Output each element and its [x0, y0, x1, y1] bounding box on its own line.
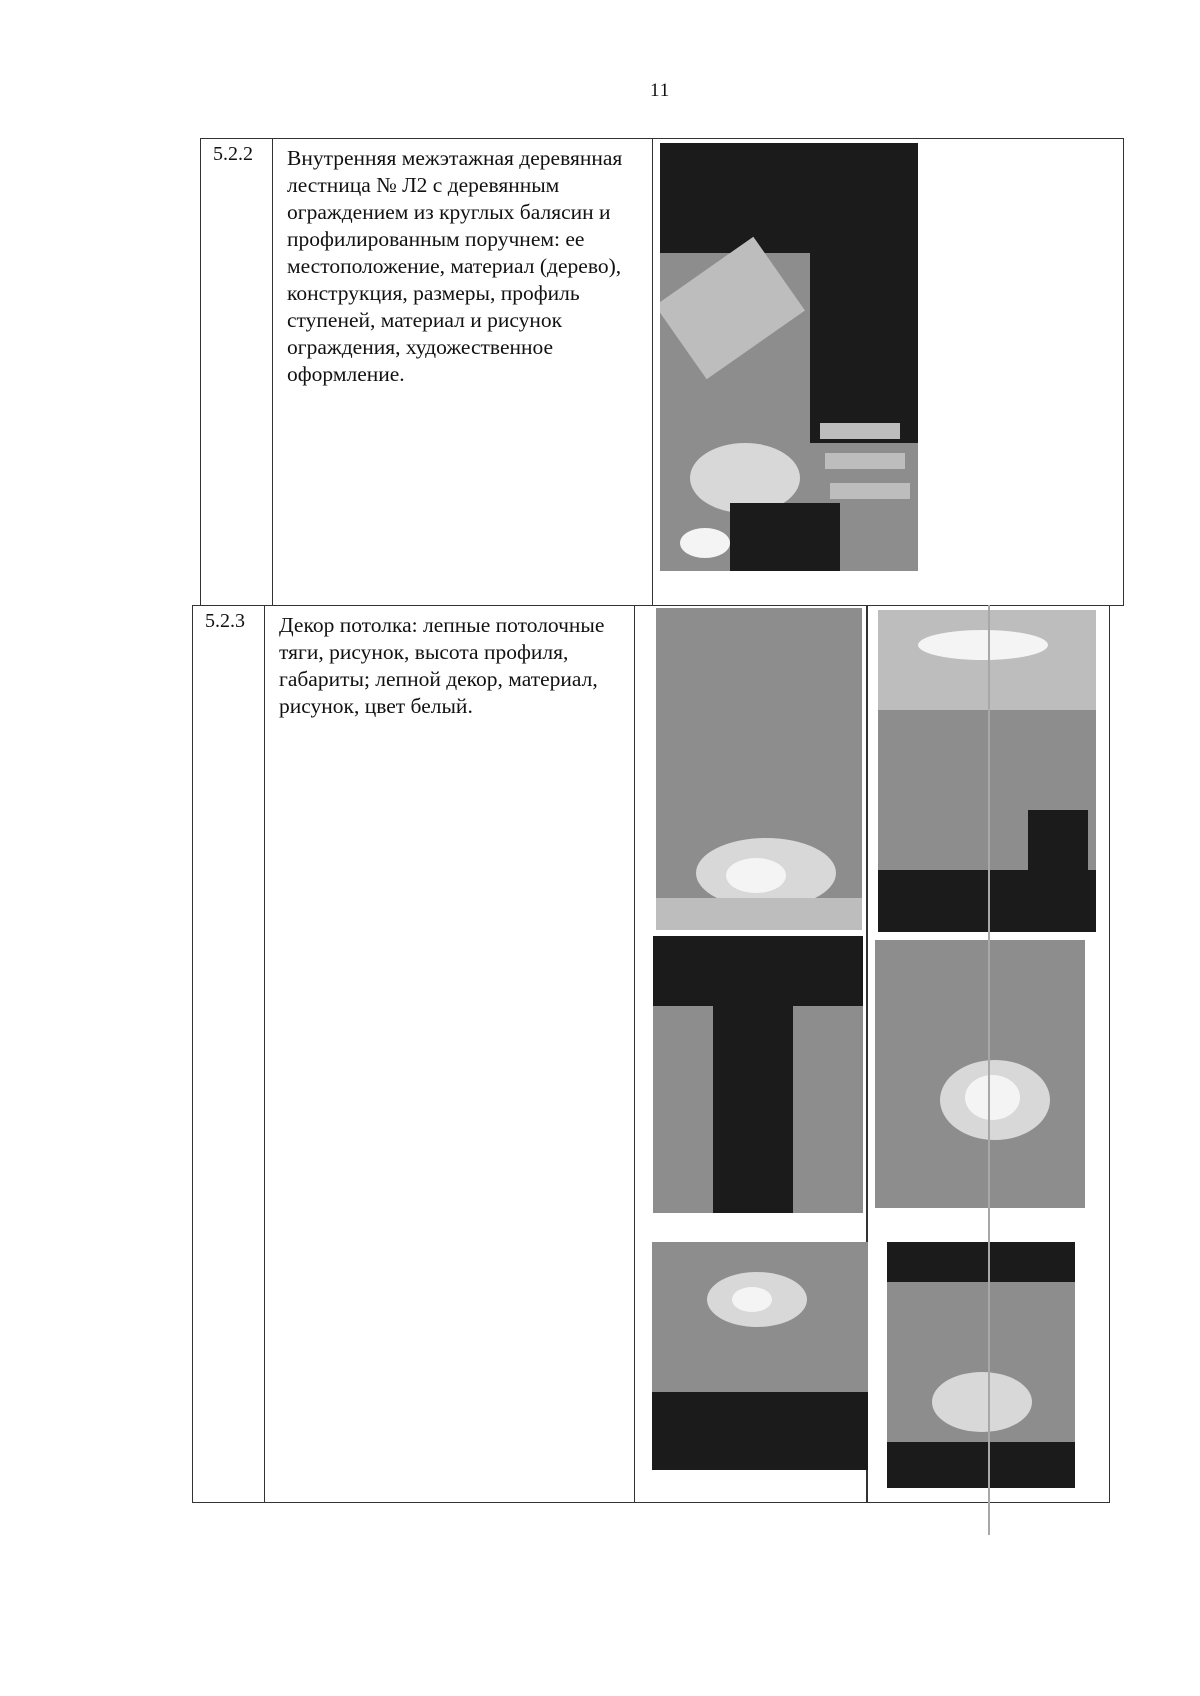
item-number: 5.2.3	[193, 606, 265, 1502]
ceiling-photo	[878, 610, 1096, 932]
ceiling-photo	[652, 1242, 868, 1470]
ceiling-photo	[875, 940, 1085, 1208]
ceiling-photo	[653, 936, 863, 1213]
item-number: 5.2.2	[201, 139, 273, 605]
ceiling-photo	[656, 608, 862, 930]
scan-line	[988, 605, 990, 1535]
page-number: 11	[650, 80, 671, 101]
staircase-photo	[660, 143, 918, 571]
ceiling-photo	[887, 1242, 1075, 1488]
item-description: Декор потолка: лепные потолочные тяги, рисунок, высота профиля, габариты; лепной декор, материал, рисунок, цвет белый.	[265, 606, 635, 1502]
item-description: Внутренняя межэтажная деревянная лестница № Л2 с деревянным ограждением из круглых балясин и профилированным поручнем: ее местоположение, материал (дерево), конструкция, размеры, профиль ступеней, материал и рисунок ограждения, художественное оформление.	[273, 139, 653, 605]
